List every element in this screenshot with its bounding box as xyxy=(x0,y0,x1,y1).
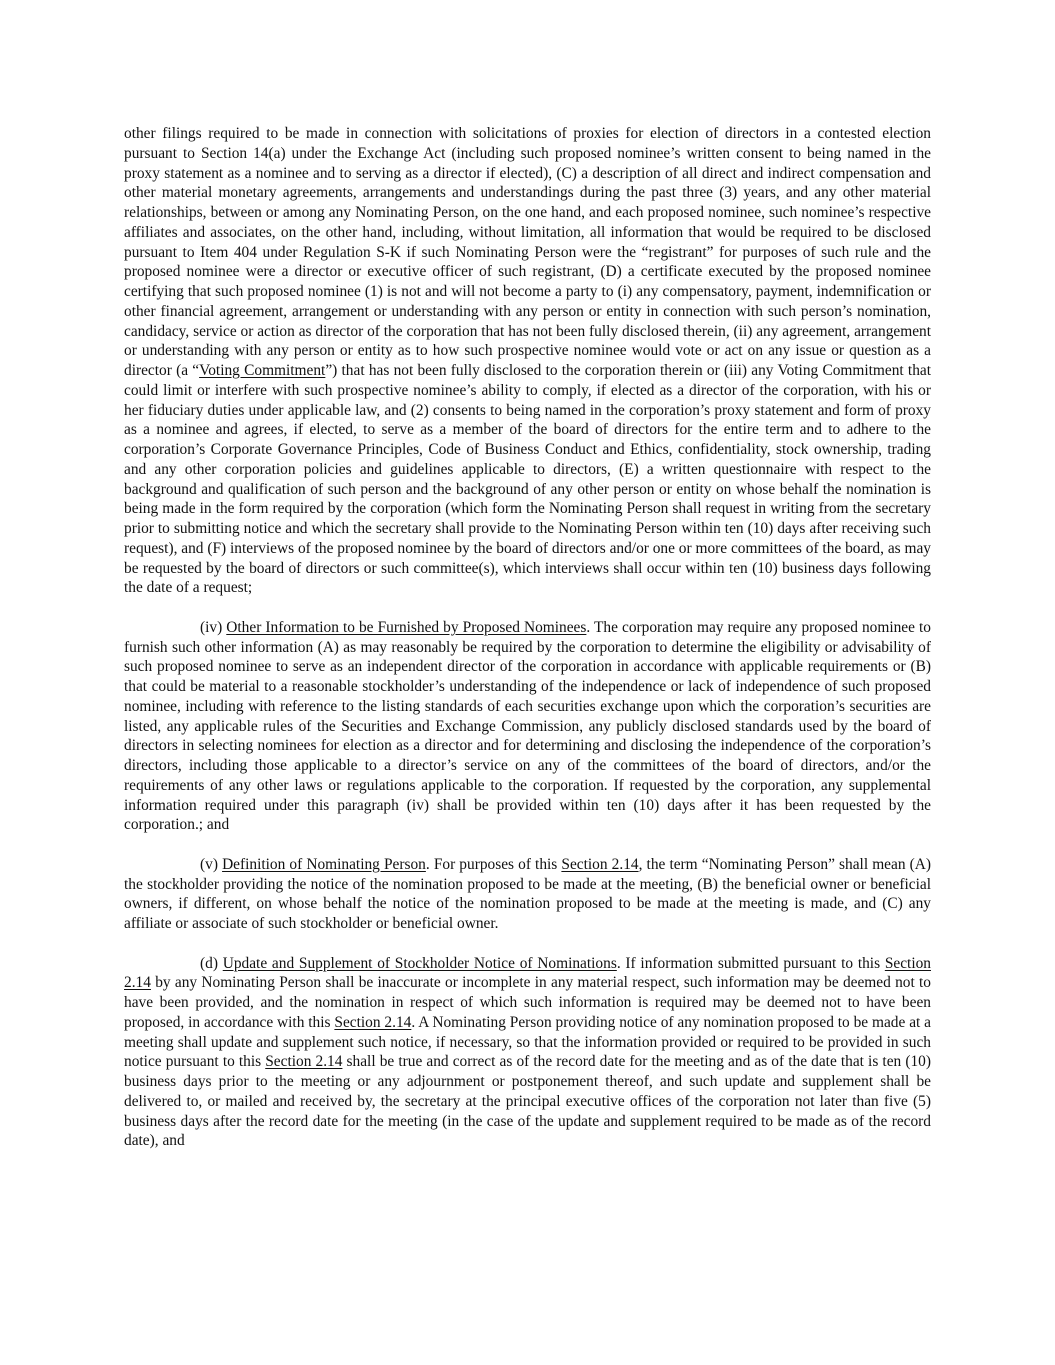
text-run: other filings required to be made in connection with solicitations of proxies for election of directors in a contested election pursuant to Section 14(a) under the Exchange Act (including such proposed nominee’s written consent to being named in the proxy statement as a nominee and to serving as a director if elected), (C) a description of all direct and indirect compensation and other material monetary agreements, arrangements and understandings during the past three (3) years, and any other material relationships, between or among any Nominating Person, on the one hand, and each proposed nominee, such nominee’s respective affiliates and associates, on the other hand, including, without limitation, all information that would be required to be disclosed pursuant to Item 404 under Regulation S-K if such Nominating Person were the “registrant” for purposes of such rule and the proposed nominee were a director or executive officer of such registrant, (D) a certificate executed by the proposed nominee certifying that such proposed nominee (1) is not and will not become a party to (i) any compensatory, payment, indemnification or other financial agreement, arrangement or understanding with any person or entity in connection with such person’s nomination, candidacy, service or action as director of the corporation that has not been fully disclosed therein, (ii) any agreement, arrangement or understanding with any person or entity as to how such prospective nominee would vote or act on any issue or question as a director (a “ xyxy=(124,125,931,379)
section-reference: Section 2.14 xyxy=(124,954,931,992)
text-run: shall be true and correct as of the record date for the meeting and as of the date that is ten (10) business days prior to the meeting or any adjournment or postponement thereof, and such update and supplement shall be delivered to, or mailed and received by, the secretary at the principal executive offices of the corporation not later than five (5) business days after the record date for the meeting (in the case of the update and supplement required to be made as of the record date), and xyxy=(124,1053,931,1150)
paragraph-v-definition-nominating-person xyxy=(124,855,931,934)
clause-number: (v) xyxy=(200,855,223,873)
section-reference: Section 2.14 xyxy=(334,1013,412,1031)
clause-heading-update-supplement: Update and Supplement of Stockholder Notice of Nominations xyxy=(222,954,617,972)
text-run: . If information submitted pursuant to this xyxy=(616,954,885,972)
paragraph-d-update-supplement xyxy=(124,954,931,1152)
text-run: ”) that has not been fully disclosed to the corporation therein or (iii) any Voting Commitment that could limit or interfere with such prospective nominee’s ability to comply, if elected as a director of the corporation, with his or her fiduciary duties under applicable law, and (2) consents to being named in the corporation’s proxy statement and form of proxy as a nominee and agrees, if elected, to serve as a member of the board of directors for the entire term and to adhere to the corporation’s Corporate Governance Principles, Code of Business Conduct and Ethics, confidentiality, stock ownership, trading and any other corporation policies and guidelines applicable to directors, (E) a written questionnaire with respect to the background and qualification of such person and the background of any other person or entity on whose behalf the nomination is being made in the form required by the corporation (which form the Nominating Person shall request in writing from the secretary prior to submitting notice and which the secretary shall provide to the Nominating Person within ten (10) days after receiving such request), and (F) interviews of the proposed nominee by the board of directors and/or one or more committees of the board, as may be requested by the board of directors or such committee(s), which interviews shall occur within ten (10) business days following the date of a request; xyxy=(124,362,931,597)
text-run: by any Nominating Person shall be inaccurate or incomplete in any material respect, such information may be deemed not to have been provided, and the nomination in respect of which such information is required may be deemed not to have been proposed, in accordance with this xyxy=(124,974,931,1031)
text-run: , the term “Nominating Person” shall mean (A) the stockholder providing the notice of the nomination proposed to be made at the meeting, (B) the beneficial owner or beneficial owners, if different, on whose behalf the notice of the nomination proposed to be made at the meeting is made, and (C) any affiliate or associate of such stockholder or beneficial owner. xyxy=(124,855,932,932)
clause-heading-definition: Definition of Nominating Person xyxy=(222,855,426,873)
document-page xyxy=(124,124,931,1151)
clause-heading-other-information: Other Information to be Furnished by Proposed Nominees xyxy=(226,618,587,636)
section-reference: Section 2.14 xyxy=(561,855,639,873)
term-voting-commitment: Voting Commitment xyxy=(199,362,326,379)
clause-number: (d) xyxy=(200,954,223,972)
section-reference: Section 2.14 xyxy=(265,1053,343,1071)
text-run: . The corporation may require any proposed nominee to furnish such other information (A) as may reasonably be required by the corporation to determine the eligibility or advisability of such proposed nominee to serve as an independent director of the corporation in accordance with applicable requirements or (B) that could be material to a reasonable stockholder’s understanding of the independence or lack of independence of such proposed nominee, including with reference to the listing standards of each securities exchange upon which the corporation’s securities are listed, any applicable rules of the Securities and Exchange Commission, any publicly disclosed standards used by the board of directors in selecting nominees for election as a director and for determining and disclosing the independence of the corporation’s directors, including those applicable to a director’s service on any of the committees of the board of directors, and/or the requirements of any other laws or regulations applicable to the corporation. If requested by the corporation, any supplemental information required under this paragraph (iv) shall be provided within ten (10) days after it has been requested by the corporation.; and xyxy=(124,618,931,834)
text-run: . A Nominating Person providing notice of any nomination proposed to be made at a meeting shall update and supplement such notice, if necessary, so that the information provided or required to be provided in such notice pursuant to this xyxy=(124,1013,931,1071)
paragraph-iv-other-information xyxy=(124,618,931,835)
clause-number: (iv) xyxy=(200,618,227,636)
paragraph-filings-certificate xyxy=(124,124,931,598)
text-run: . For purposes of this xyxy=(425,855,562,873)
